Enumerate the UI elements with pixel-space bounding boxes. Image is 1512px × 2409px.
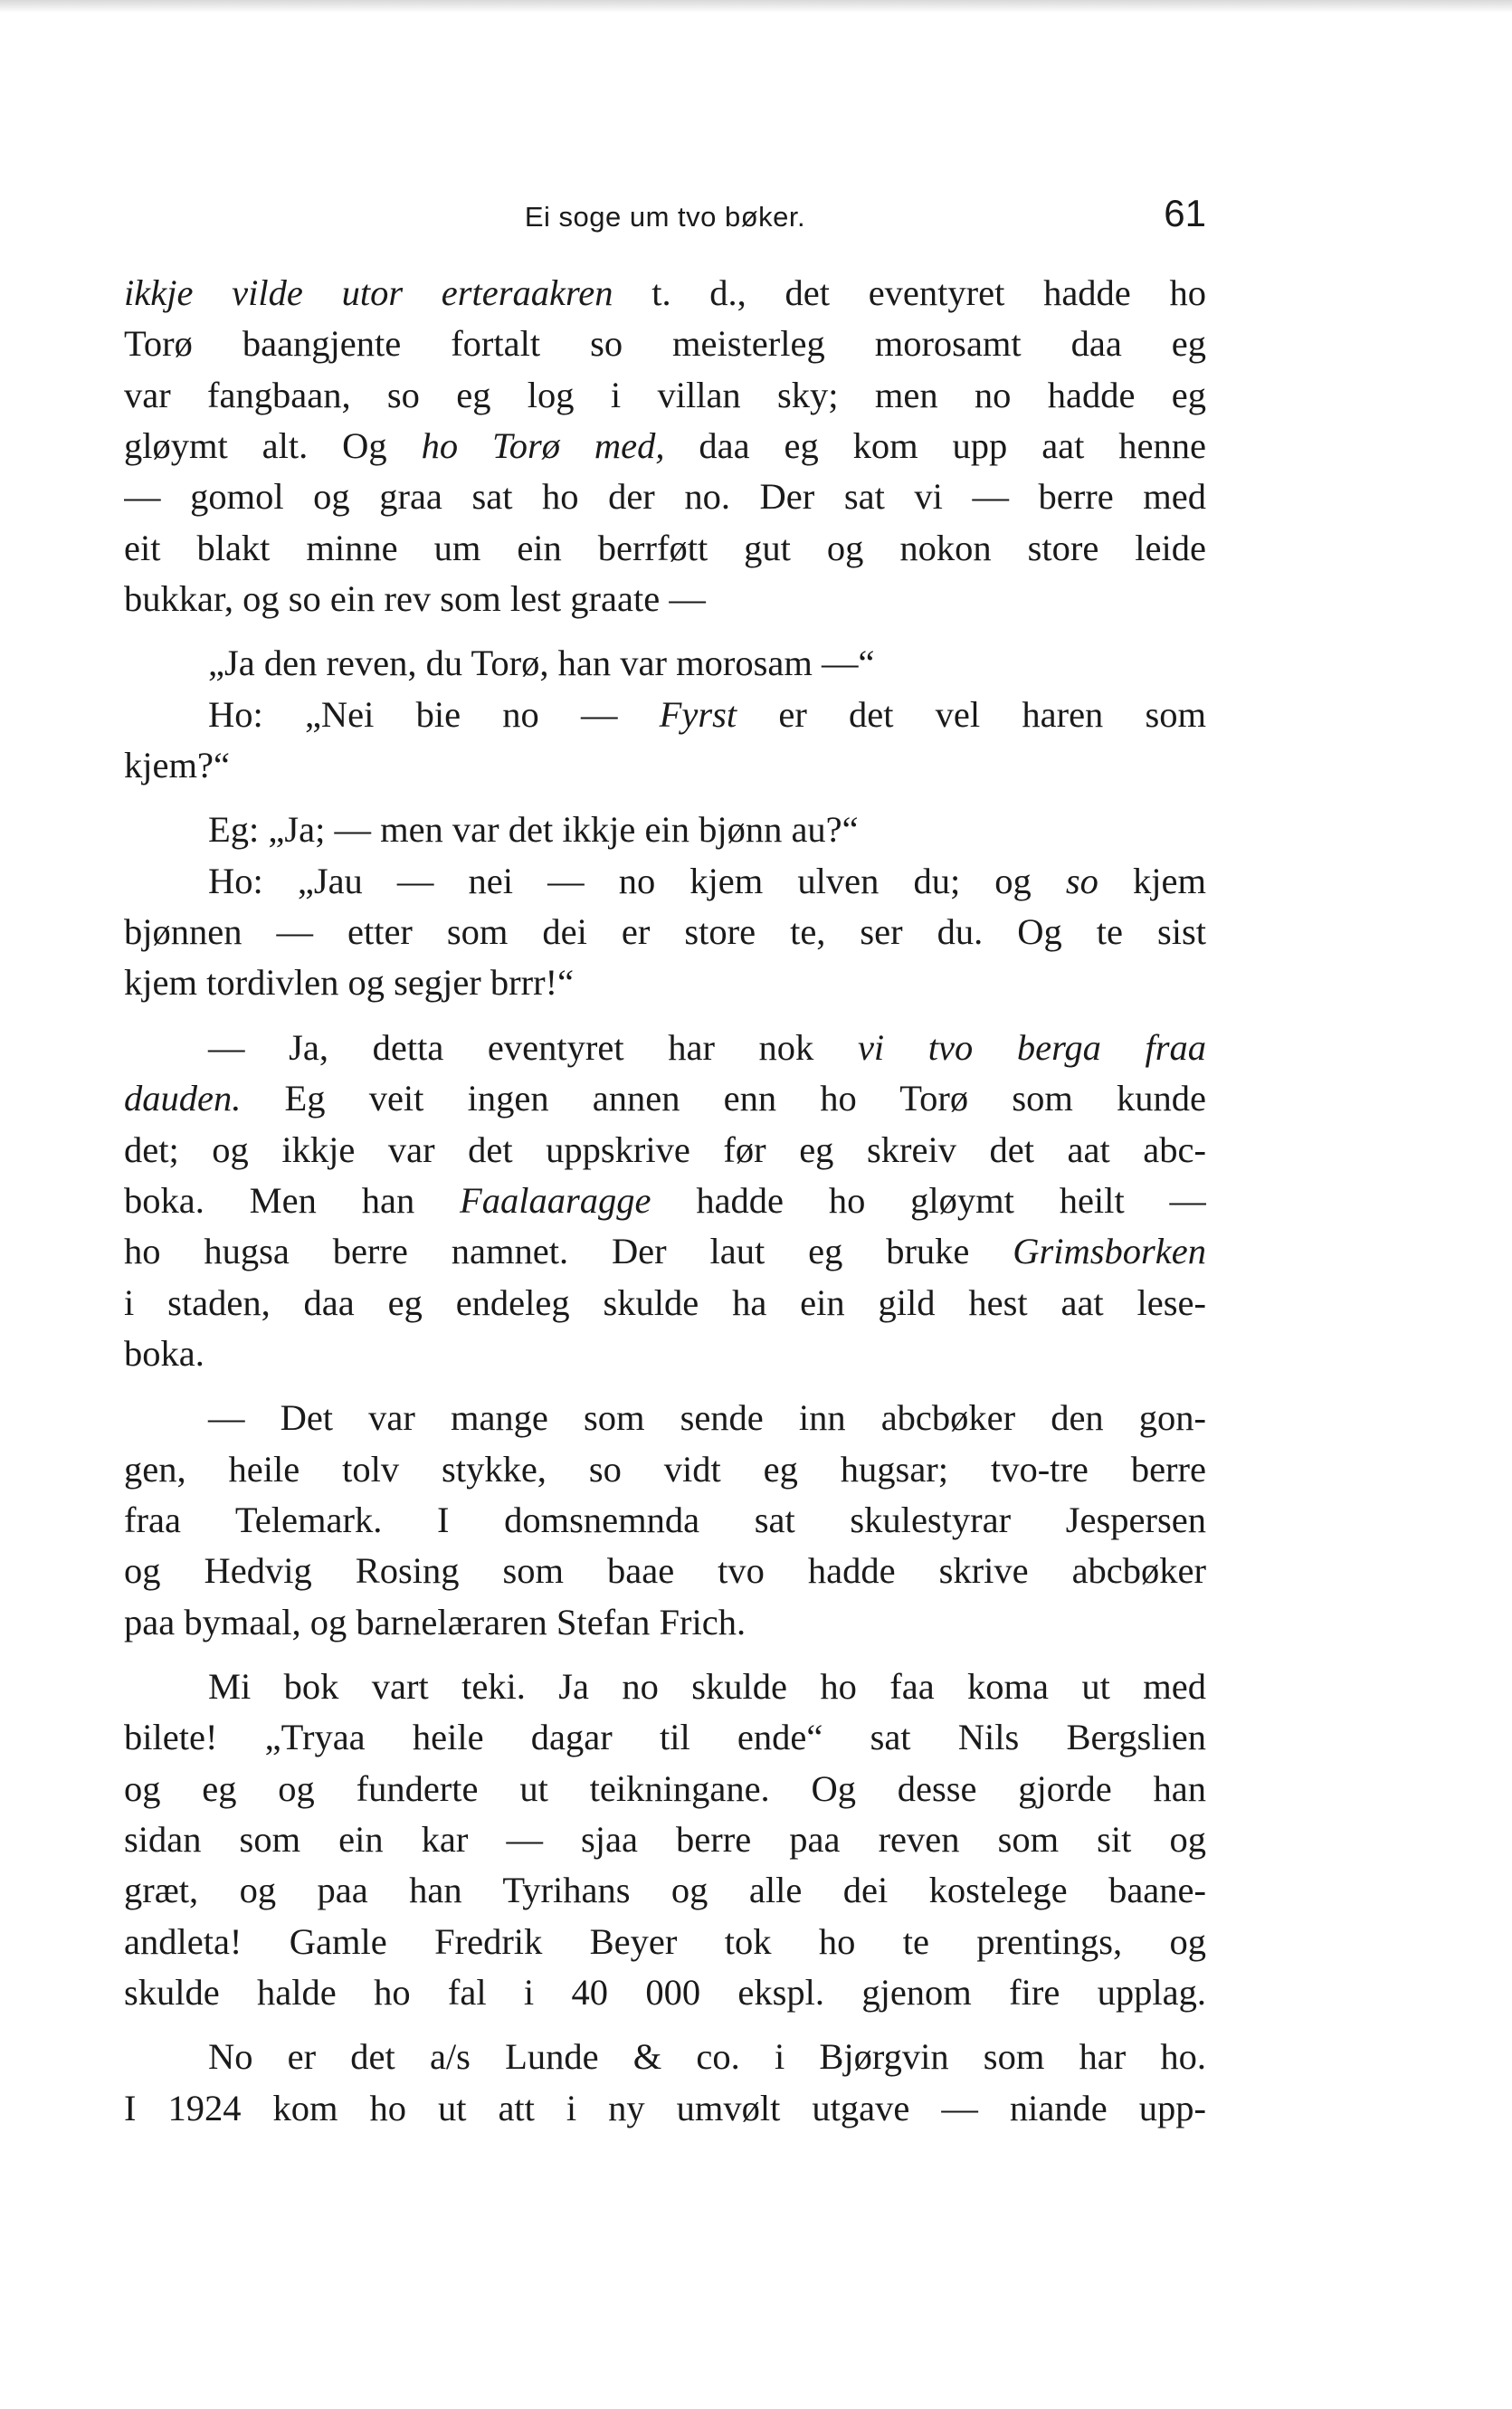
text-segment: Eg: „Ja; — men var det ikkje ein bjønn au?“: [208, 809, 859, 851]
text-line: [124, 957, 1206, 1008]
text-segment: fraa Telemark. I domsnemnda sat skulestyrar Jespersen: [124, 1499, 1206, 1540]
page-number: 61: [1164, 192, 1206, 234]
text-segment: „Ja den reven, du Torø, han var morosam —“: [208, 643, 875, 684]
text-line: [124, 805, 1206, 855]
text-segment: boka.: [124, 1332, 204, 1374]
running-head: Ei soge um tvo bøker.: [524, 201, 806, 233]
scan-top-edge: [0, 0, 1512, 13]
text-line: [124, 1662, 1206, 1712]
text-line: [124, 319, 1206, 369]
text-line: [124, 1176, 1206, 1226]
italic-segment: dauden.: [124, 1078, 242, 1119]
italic-segment: ikkje vilde utor erteraakren: [124, 272, 613, 313]
text-segment: boka. Men han: [124, 1179, 461, 1221]
text-segment: Ho: „Jau — nei — no kjem ulven du; og: [208, 860, 1066, 901]
text-segment: bukkar, og so ein rev som lest graate —: [124, 578, 706, 620]
italic-segment: Grimsborken: [1013, 1231, 1206, 1272]
text-segment: bilete! „Tryaa heile dagar til ende“ sat Nils Bergslien: [124, 1717, 1206, 1758]
text-line: [124, 370, 1206, 421]
text-segment: og eg og funderte ut teikningane. Og desse gjorde han: [124, 1767, 1206, 1809]
text-segment: det; og ikkje var det uppskrive før eg skreiv det aat abc-: [124, 1128, 1206, 1170]
text-line: [124, 574, 1206, 624]
page-header: [124, 192, 1206, 246]
text-line: [124, 1278, 1206, 1328]
text-line: [124, 1865, 1206, 1916]
text-segment: er det vel haren som: [737, 693, 1206, 735]
text-line: [124, 268, 1206, 319]
text-line: [124, 638, 1206, 689]
italic-segment: Faalaaragge: [460, 1179, 651, 1221]
italic-segment: ho Torø med,: [421, 425, 665, 467]
text-line: [124, 1967, 1206, 2018]
text-segment: ho hugsa berre namnet. Der laut eg bruke: [124, 1231, 1013, 1272]
text-line: [124, 1814, 1206, 1865]
text-line: [124, 690, 1206, 740]
text-segment: kjem: [1098, 860, 1206, 901]
text-segment: hadde ho gløymt heilt —: [651, 1179, 1206, 1221]
text-line: [124, 421, 1206, 471]
text-segment: bjønnen — etter som dei er store te, ser du. Og te sist: [124, 911, 1206, 953]
text-line: [124, 1764, 1206, 1814]
text-segment: skulde halde ho fal i 40 000 ekspl. gjenom fire upplag.: [124, 1972, 1206, 2013]
text-line: [124, 907, 1206, 957]
text-segment: Torø baangjente fortalt so meisterleg morosamt daa eg: [124, 323, 1206, 365]
text-segment: græt, og paa han Tyrihans og alle dei kostelege baane-: [124, 1870, 1206, 1911]
text-line: [124, 1712, 1206, 1763]
text-line: [124, 1328, 1206, 1379]
text-segment: sidan som ein kar — sjaa berre paa reven som sit og: [124, 1818, 1206, 1860]
text-segment: Mi bok vart teki. Ja no skulde ho faa koma ut med: [208, 1665, 1206, 1707]
text-segment: t. d., det eventyret hadde ho: [613, 272, 1206, 313]
text-segment: eit blakt minne um ein berrføtt gut og nokon store leide: [124, 527, 1206, 568]
text-segment: var fangbaan, so eg log i villan sky; men no hadde eg: [124, 374, 1206, 415]
text-line: [124, 1393, 1206, 1443]
text-line: [124, 856, 1206, 907]
text-segment: gen, heile tolv stykke, so vidt eg hugsar; tvo-tre berre: [124, 1448, 1206, 1490]
text-line: [124, 1495, 1206, 1546]
text-line: [124, 1023, 1206, 1073]
text-segment: Ho: „Nei bie no —: [208, 693, 660, 735]
text-line: [124, 523, 1206, 574]
text-segment: kjem tordivlen og segjer brrr!“: [124, 962, 575, 1004]
text-segment: kjem?“: [124, 745, 230, 786]
text-line: [124, 1125, 1206, 1176]
text-line: [124, 2032, 1206, 2082]
text-segment: andleta! Gamle Fredrik Beyer tok ho te prentings, og: [124, 1920, 1206, 1962]
text-line: [124, 1917, 1206, 1967]
text-line: [124, 1226, 1206, 1277]
text-segment: — Ja, detta eventyret har nok: [208, 1026, 858, 1068]
text-segment: Eg veit ingen annen enn ho Torø som kunde: [241, 1078, 1206, 1119]
text-segment: No er det a/s Lunde & co. i Bjørgvin som har ho.: [208, 2036, 1206, 2078]
text-line: [124, 471, 1206, 522]
italic-segment: vi tvo berga fraa: [857, 1026, 1206, 1068]
text-segment: I 1924 kom ho ut att i ny umvølt utgave — niande upp-: [124, 2087, 1206, 2128]
body-text: [124, 268, 1206, 2134]
text-line: [124, 1073, 1206, 1124]
text-segment: paa bymaal, og barnelæraren Stefan Frich.: [124, 1601, 746, 1642]
text-line: [124, 740, 1206, 791]
italic-segment: so: [1065, 860, 1098, 901]
text-segment: gløymt alt. Og: [124, 425, 422, 467]
text-segment: daa eg kom upp aat henne: [664, 425, 1206, 467]
text-line: [124, 1444, 1206, 1495]
text-line: [124, 1546, 1206, 1596]
text-line: [124, 2083, 1206, 2134]
text-segment: i staden, daa eg endeleg skulde ha ein gild hest aat lese-: [124, 1281, 1206, 1323]
text-segment: — Det var mange som sende inn abcbøker den gon-: [208, 1397, 1206, 1439]
text-segment: og Hedvig Rosing som baae tvo hadde skrive abcbøker: [124, 1550, 1206, 1592]
italic-segment: Fyrst: [659, 693, 737, 735]
text-line: [124, 1597, 1206, 1648]
text-segment: — gomol og graa sat ho der no. Der sat vi — berre med: [124, 476, 1206, 518]
